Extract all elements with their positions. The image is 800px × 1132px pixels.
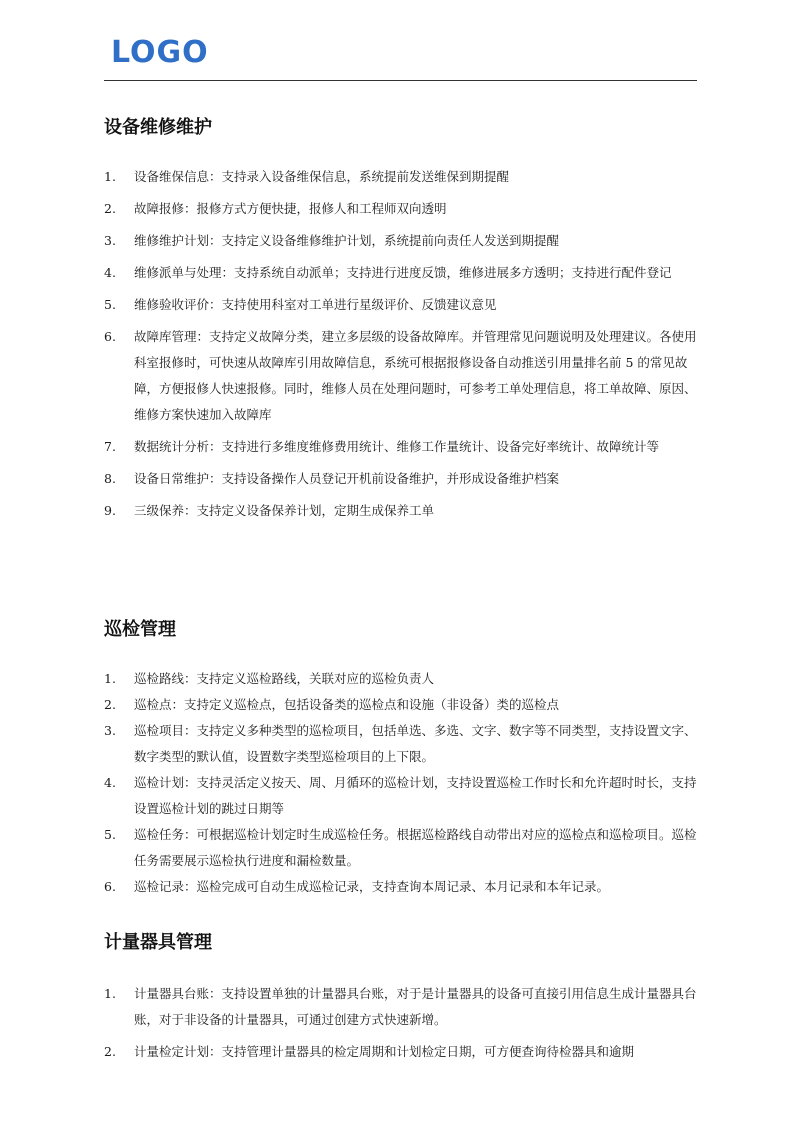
item-number: 4. [104, 265, 116, 280]
list-item [104, 718, 704, 770]
item-number: 1. [104, 169, 116, 184]
list-item [104, 692, 704, 718]
item-number: 6. [104, 329, 116, 344]
item-text: 维修维护计划：支持定义设备维修维护计划，系统提前向责任人发送到期提醒 [134, 233, 560, 248]
list-item [104, 434, 704, 460]
section-inspection-management [104, 618, 704, 900]
list-item [104, 666, 704, 692]
item-number: 5. [104, 827, 116, 842]
list-item [104, 260, 704, 286]
item-list [104, 981, 704, 1065]
item-text: 计量器具台账：支持设置单独的计量器具台账，对于是计量器具的设备可直接引用信息生成计量器具台账，对于非设备的计量器具，可通过创建方式快速新增。 [134, 986, 697, 1027]
list-item [104, 164, 704, 190]
item-text: 维修派单与处理：支持系统自动派单；支持进行进度反馈，维修进展多方透明；支持进行配件登记 [134, 265, 672, 280]
item-number: 3. [104, 233, 116, 248]
item-number: 2. [104, 1044, 116, 1059]
item-list [104, 164, 704, 524]
item-text: 计量检定计划：支持管理计量器具的检定周期和计划检定日期，可方便查询待检器具和逾期 [134, 1044, 635, 1059]
item-number: 3. [104, 723, 116, 738]
list-item [104, 981, 704, 1033]
list-item [104, 498, 704, 524]
header-divider [104, 80, 697, 81]
list-item [104, 874, 704, 900]
item-text: 巡检记录：巡检完成可自动生成巡检记录，支持查询本周记录、本月记录和本年记录。 [134, 879, 610, 894]
section-measuring-instruments [104, 931, 704, 1065]
item-text: 巡检项目：支持定义多种类型的巡检项目，包括单选、多选、文字、数字等不同类型，支持设置文字、数字类型的默认值，设置数字类型巡检项目的上下限。 [134, 723, 697, 764]
item-text: 设备日常维护：支持设备操作人员登记开机前设备维护，并形成设备维护档案 [134, 471, 560, 486]
item-text: 故障库管理：支持定义故障分类，建立多层级的设备故障库。并管理常见问题说明及处理建议。各使用科室报修时，可快速从故障库引用故障信息，系统可根据报修设备自动推送引用量排名前 5 的常见故障，方便报修人快速报修。同时，维修人员在处理问题时，可参考工单处理信息，将工单故障、原因、维修方案快速加入故障库 [134, 329, 697, 422]
item-number: 2. [104, 697, 116, 712]
item-number: 4. [104, 775, 116, 790]
item-number: 2. [104, 201, 116, 216]
item-text: 维修验收评价：支持使用科室对工单进行星级评价、反馈建议意见 [134, 297, 497, 312]
item-list [104, 666, 704, 900]
item-text: 巡检任务：可根据巡检计划定时生成巡检任务。根据巡检路线自动带出对应的巡检点和巡检项目。巡检任务需要展示巡检执行进度和漏检数量。 [134, 827, 697, 868]
list-item [104, 324, 704, 428]
item-text: 巡检路线：支持定义巡检路线，关联对应的巡检负责人 [134, 671, 435, 686]
item-number: 7. [104, 439, 116, 454]
item-text: 故障报修：报修方式方便快捷，报修人和工程师双向透明 [134, 201, 447, 216]
item-number: 6. [104, 879, 116, 894]
list-item [104, 770, 704, 822]
item-number: 1. [104, 986, 116, 1001]
list-item [104, 292, 704, 318]
list-item [104, 822, 704, 874]
item-text: 设备维保信息：支持录入设备维保信息，系统提前发送维保到期提醒 [134, 169, 510, 184]
section-title: 计量器具管理 [104, 932, 212, 953]
item-text: 三级保养：支持定义设备保养计划，定期生成保养工单 [134, 503, 435, 518]
list-item [104, 1039, 704, 1065]
section-title: 巡检管理 [104, 619, 176, 640]
item-number: 5. [104, 297, 116, 312]
item-number: 8. [104, 471, 116, 486]
section-title: 设备维修维护 [104, 117, 212, 138]
item-number: 9. [104, 503, 116, 518]
list-item [104, 466, 704, 492]
list-item [104, 196, 704, 222]
item-text: 数据统计分析：支持进行多维度维修费用统计、维修工作量统计、设备完好率统计、故障统计等 [134, 439, 660, 454]
list-item [104, 228, 704, 254]
item-text: 巡检点：支持定义巡检点，包括设备类的巡检点和设施（非设备）类的巡检点 [134, 697, 560, 712]
logo: LOGO [111, 35, 209, 70]
section-equipment-maintenance [104, 116, 704, 524]
item-number: 1. [104, 671, 116, 686]
item-text: 巡检计划：支持灵活定义按天、周、月循环的巡检计划，支持设置巡检工作时长和允许超时时长，支持设置巡检计划的跳过日期等 [134, 775, 697, 816]
